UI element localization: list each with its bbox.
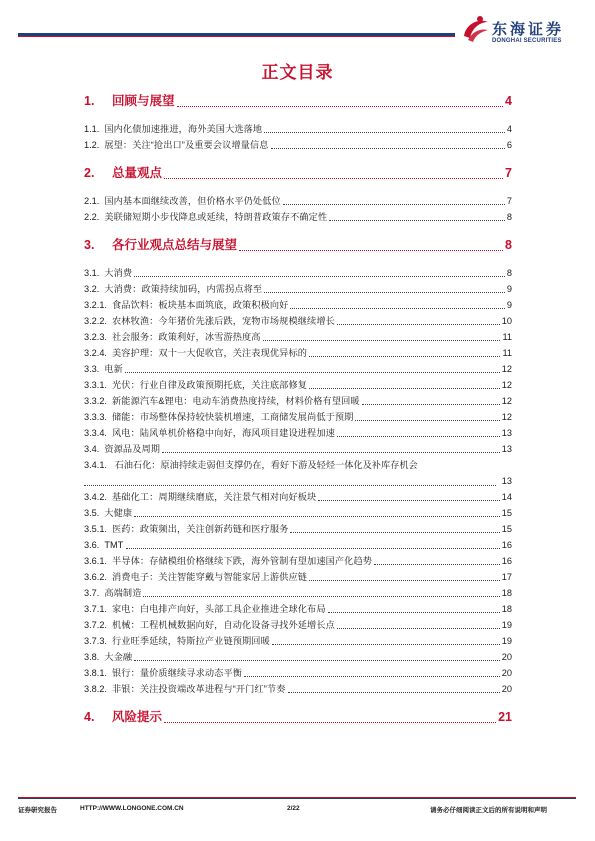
- toc-title: 家电：白电排产向好，头部工具企业推进全球化布局: [112, 604, 326, 614]
- toc-entry-3-3-2[interactable]: [84, 394, 512, 408]
- toc-entry-3-7[interactable]: [84, 586, 512, 600]
- toc-entry-4[interactable]: [84, 708, 512, 726]
- toc-number: 4.: [84, 710, 95, 724]
- toc-leader: [329, 219, 505, 221]
- toc-title: 银行：量价质继续寻求动态平衡: [112, 668, 243, 678]
- toc-entry-3-7-1[interactable]: [84, 602, 512, 616]
- toc-leader: [288, 691, 500, 693]
- toc-number: 3.8.1.: [84, 668, 107, 678]
- toc-entry-3-6-2[interactable]: [84, 570, 512, 584]
- toc-number: 3.8.2.: [84, 684, 107, 694]
- toc-title: 非银：关注投资端改革进程与“开门红”节奏: [112, 684, 286, 694]
- toc-number: 3.3.4.: [84, 428, 107, 438]
- toc-title: 美容护理：双十一大促收官，关注表现优异标的: [112, 348, 308, 358]
- toc-number: 3.4.: [84, 444, 100, 454]
- toc-number: 3.6.2.: [84, 572, 107, 582]
- toc-title: 国内基本面继续改善，但价格水平仍处低位: [104, 196, 281, 206]
- toc-entry-3-7-3[interactable]: [84, 634, 512, 648]
- toc-leader: [239, 249, 503, 251]
- toc-entry-3-4-2[interactable]: [84, 490, 512, 504]
- toc-title: 风险提示: [112, 710, 163, 724]
- toc-title: 高端制造: [104, 588, 142, 598]
- toc-leader: [164, 177, 503, 179]
- toc-entry-3-8[interactable]: [84, 650, 512, 664]
- toc-title: 消费电子：关注智能穿戴与智能家居上游供应链: [112, 572, 308, 582]
- toc-page: 16: [501, 556, 512, 566]
- toc-entry-1[interactable]: [84, 92, 512, 110]
- toc-page: 13: [501, 444, 512, 454]
- toc-number: 3.3.3.: [84, 412, 107, 422]
- toc-title: 大金融: [104, 652, 133, 662]
- toc-title: 农林牧渔：今年猪价先涨后跌，宠物市场规模继续增长: [112, 316, 335, 326]
- toc-number: 3.: [84, 238, 95, 252]
- toc-title: 展望：关注“抢出口”及重要会议增量信息: [104, 140, 269, 150]
- toc-title: 大消费：政策持续加码，内需拐点将至: [104, 284, 263, 294]
- toc-number: 3.6.: [84, 540, 100, 550]
- toc-leader: [134, 275, 505, 277]
- toc-entry-3-5-1[interactable]: [84, 522, 512, 536]
- toc-leader: [309, 355, 500, 357]
- toc-number: 3.7.2.: [84, 620, 107, 630]
- toc-title: 回顾与展望: [112, 94, 175, 108]
- toc-number: 3.8.: [84, 652, 100, 662]
- toc-leader: [177, 105, 504, 107]
- toc-leader: [290, 307, 504, 309]
- toc-number: 3.2.2.: [84, 316, 107, 326]
- toc-leader: [264, 131, 505, 133]
- toc-leader: [272, 643, 500, 645]
- toc-title: 半导体：存储模组价格继续下跌，海外管制有望加速国产化趋势: [112, 556, 373, 566]
- toc-number: 3.7.: [84, 588, 100, 598]
- toc-title: 医药：政策频出，关注创新药链和医疗服务: [112, 524, 289, 534]
- toc-page: 8: [505, 238, 512, 252]
- toc-leader: [125, 371, 500, 373]
- toc-title: 各行业观点总结与展望: [112, 238, 238, 252]
- toc-leader: [244, 675, 500, 677]
- toc-page: 14: [501, 492, 512, 502]
- toc-entry-3-3-1[interactable]: [84, 378, 512, 392]
- toc-title: 大健康: [104, 508, 133, 518]
- toc-entry-2-2[interactable]: [84, 210, 512, 224]
- toc-number: 3.2.4.: [84, 348, 107, 358]
- toc-leader: [318, 499, 499, 501]
- toc-number: 3.1.: [84, 268, 100, 278]
- toc-page: 11: [502, 332, 512, 342]
- toc-page: 12: [501, 396, 512, 406]
- toc-page: 20: [501, 652, 512, 662]
- footer-page-number: 2/22: [287, 805, 300, 812]
- toc-entry-3-1[interactable]: [84, 266, 512, 280]
- toc-entry-3[interactable]: [84, 236, 512, 254]
- logo-mark-icon: [458, 12, 492, 46]
- toc-title: 电新: [104, 364, 123, 374]
- toc-entry-2[interactable]: [84, 164, 512, 182]
- toc-number: 1.1.: [84, 124, 100, 134]
- toc-number: 3.6.1.: [84, 556, 107, 566]
- toc-page: 12: [501, 364, 512, 374]
- toc-leader: [271, 147, 505, 149]
- toc-page: 16: [501, 540, 512, 550]
- toc-page: 18: [501, 604, 512, 614]
- toc-leader: [362, 403, 500, 405]
- toc-number: 3.2.1.: [84, 300, 107, 310]
- toc-entry-3-6-1[interactable]: [84, 554, 512, 568]
- toc-title: 资源品及周期: [104, 444, 161, 454]
- toc-entry-1-2[interactable]: [84, 138, 512, 152]
- toc-page: 19: [501, 620, 512, 630]
- toc-leader: [134, 515, 500, 517]
- toc-page: 18: [501, 588, 512, 598]
- toc-page: 10: [501, 316, 512, 326]
- toc-leader: [162, 451, 500, 453]
- toc-title: 行业旺季延续，特斯拉产业链预期回暖: [112, 636, 270, 646]
- toc-page: 12: [501, 380, 512, 390]
- logo-chinese-name: 东海证券: [492, 21, 565, 38]
- toc-number: 3.7.1.: [84, 604, 107, 614]
- toc-number: 3.2.3.: [84, 332, 107, 342]
- company-logo: [458, 12, 583, 48]
- toc-page: 7: [506, 196, 512, 206]
- toc-title: 美联储短期小步伐降息或延续，特朗普政策存不确定性: [104, 212, 328, 222]
- toc-page: 8: [506, 268, 512, 278]
- toc-number: 2.1.: [84, 196, 100, 206]
- toc-entry-3-6[interactable]: [84, 538, 512, 552]
- page-title: 正文目录: [261, 63, 334, 82]
- toc-leader: [290, 531, 499, 533]
- logo-english-name: DONGHAI SECURITIES: [492, 38, 562, 44]
- toc-number: 3.2.: [84, 284, 100, 294]
- toc-leader: [264, 291, 505, 293]
- toc-title: 新能源汽车&锂电：电动车消费热度持续，材料价格有望回暖: [112, 396, 360, 406]
- toc-page: 15: [501, 508, 512, 518]
- toc-page: 13: [501, 428, 512, 438]
- toc-number: 3.3.2.: [84, 396, 107, 406]
- toc-entry-3-7-2[interactable]: [84, 618, 512, 632]
- toc-entry-1-1[interactable]: [84, 122, 512, 136]
- toc-leader: [126, 547, 500, 549]
- toc-title: 大消费: [104, 268, 133, 278]
- toc-title: 机械：工程机械数据向好，自动化设备寻找外延增长点: [112, 620, 335, 630]
- footer-rule-blue: [18, 798, 576, 799]
- toc-title: 基础化工：周期继续磨底，关注景气相对向好板块: [112, 492, 317, 502]
- toc-entry-3-4[interactable]: [84, 442, 512, 456]
- toc-page: 20: [501, 668, 512, 678]
- toc-entry-3-5[interactable]: [84, 506, 512, 520]
- toc-title: 总量观点: [112, 166, 163, 180]
- toc-page: 4: [505, 94, 512, 108]
- toc-entry-2-1[interactable]: [84, 194, 512, 208]
- toc-number: 2.: [84, 166, 95, 180]
- toc-entry-3-2-4[interactable]: [84, 346, 512, 360]
- toc-leader: [309, 579, 500, 581]
- toc-entry-3-2-1[interactable]: [84, 298, 512, 312]
- toc-leader: [328, 611, 500, 613]
- toc-leader: [337, 435, 500, 437]
- toc-entry-3-3[interactable]: [84, 362, 512, 376]
- toc-page: 20: [501, 684, 512, 694]
- toc-leader: [337, 323, 500, 325]
- toc-leader: [337, 627, 500, 629]
- toc-entry-3-8-1[interactable]: [84, 666, 512, 680]
- toc-entry-3-2[interactable]: [84, 282, 512, 296]
- toc-leader: [263, 339, 501, 341]
- toc-entry-3-2-2[interactable]: [84, 314, 512, 328]
- toc-page: 4: [506, 124, 512, 134]
- toc-title: TMT: [104, 540, 124, 550]
- toc-title: 风电：陆风单机价格稳中向好，海风项目建设进程加速: [112, 428, 335, 438]
- toc-number: 1.2.: [84, 140, 100, 150]
- header-rule-red: [18, 36, 455, 37]
- toc-number: 1.: [84, 94, 95, 108]
- toc-title: 储能：市场整体保持较快装机增速，工商储发展尚低于预期: [112, 412, 354, 422]
- toc-number: 3.5.1.: [84, 524, 107, 534]
- toc-leader: [164, 721, 496, 723]
- toc-title: 食品饮料：板块基本面筑底，政策积极向好: [112, 300, 289, 310]
- footer-url[interactable]: HTTP://WWW.LONGONE.COM.CN: [80, 805, 184, 812]
- header-rule: [18, 33, 455, 38]
- toc-page: 13: [501, 476, 512, 486]
- toc-entry-3-3-3[interactable]: [84, 410, 512, 424]
- toc-page: 6: [506, 140, 512, 150]
- toc-leader: [355, 419, 499, 421]
- footer-report-type: 证券研究报告: [18, 807, 57, 814]
- toc-entry-3-3-4[interactable]: [84, 426, 512, 440]
- toc-title: 国内化债加速推进，海外美国大选落地: [104, 124, 263, 134]
- toc-number: 2.2.: [84, 212, 100, 222]
- toc-title: 光伏：行业自律及政策预期托底，关注底部修复: [112, 380, 308, 390]
- toc-page: 8: [506, 212, 512, 222]
- toc-number: 3.4.2.: [84, 492, 107, 502]
- toc-number: 3.4.1.: [84, 460, 107, 470]
- toc-leader: [374, 563, 500, 565]
- toc-leader: [134, 659, 500, 661]
- toc-page: 15: [501, 524, 512, 534]
- toc-entry-3-8-2[interactable]: [84, 682, 512, 696]
- toc-number: 3.5.: [84, 508, 100, 518]
- toc-number: 3.3.1.: [84, 380, 107, 390]
- toc-title: 社会服务：政策利好，冰雪游热度高: [112, 332, 261, 342]
- toc-page: 17: [501, 572, 512, 582]
- toc-entry-3-4-1[interactable]: [84, 458, 512, 472]
- toc-leader: [283, 203, 505, 205]
- toc-page: 7: [505, 166, 512, 180]
- toc-leader: [143, 595, 499, 597]
- toc-entry-3-2-3[interactable]: [84, 330, 512, 344]
- toc-leader: [309, 387, 500, 389]
- toc-page: 9: [506, 284, 512, 294]
- footer-disclaimer: 请务必仔细阅读正文后的所有说明和声明: [430, 807, 547, 814]
- toc-number: 3.3.: [84, 364, 100, 374]
- toc-leader: [84, 484, 496, 486]
- toc-page: 19: [501, 636, 512, 646]
- toc-number: 3.7.3.: [84, 636, 107, 646]
- toc-page: 12: [501, 412, 512, 422]
- toc-page: 21: [498, 710, 512, 724]
- toc-page: 9: [506, 300, 512, 310]
- toc-page: 11: [502, 348, 512, 358]
- toc-title: 石油石化：原油持续走弱但支撑仍在，看好下游及轻烃一体化及补库存机会: [114, 460, 418, 470]
- footer-rule: [18, 797, 576, 799]
